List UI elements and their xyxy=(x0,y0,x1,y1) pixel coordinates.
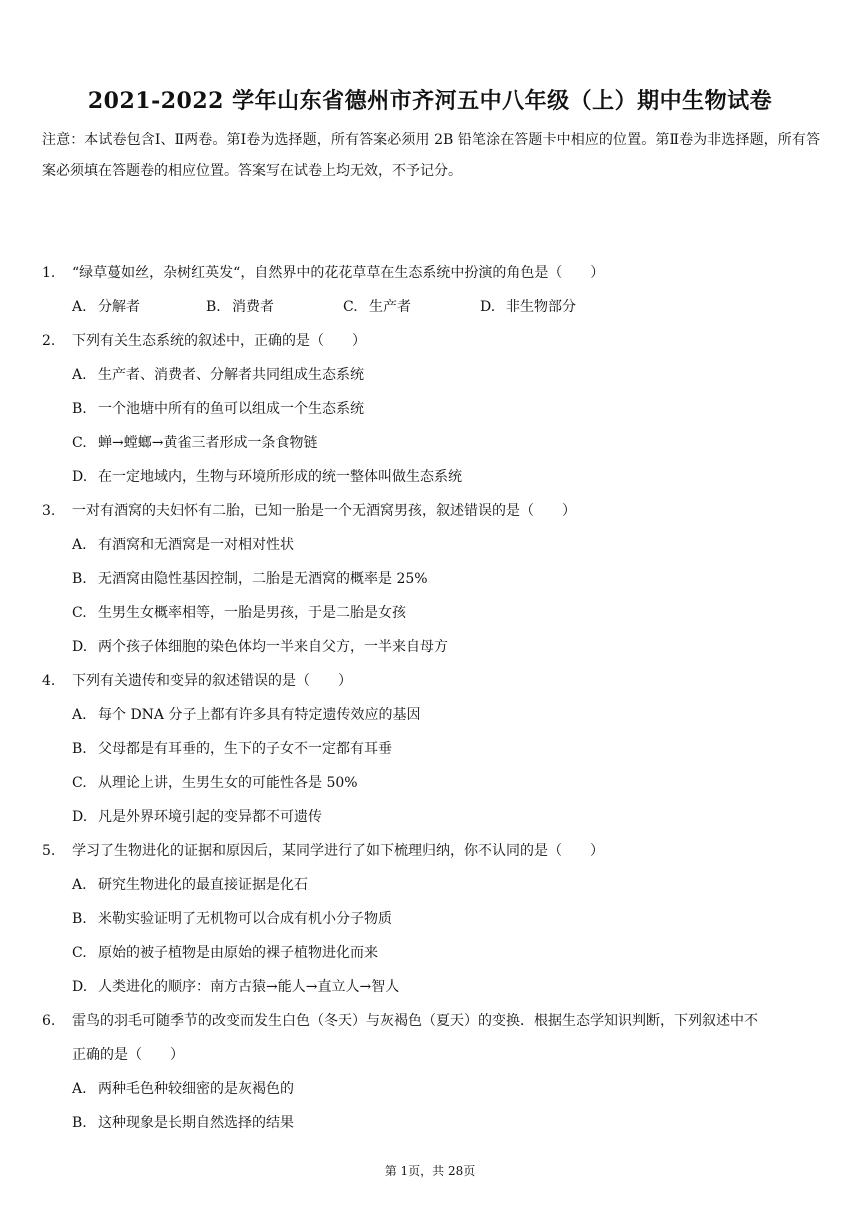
option-c xyxy=(343,290,411,324)
option-text: 蝉→螳螂→黄雀三者形成一条食物链 xyxy=(98,435,318,451)
option-a xyxy=(42,868,822,902)
option-letter: B. xyxy=(72,401,87,417)
option-text: 非生物部分 xyxy=(506,299,576,315)
option xyxy=(72,970,399,1004)
option-letter: A. xyxy=(72,707,87,723)
question-6-continued xyxy=(42,1038,822,1072)
option-text: 人类进化的顺序：南方古猿→能人→直立人→智人 xyxy=(98,979,400,995)
option-letter: C. xyxy=(72,775,87,791)
option-text: 从理论上讲，生男生女的可能性各是 50% xyxy=(98,775,358,791)
option-letter: A. xyxy=(72,367,87,383)
option-text: 无酒窝由隐性基因控制，二胎是无酒窝的概率是 25% xyxy=(98,571,428,587)
option xyxy=(72,766,358,800)
question-4 xyxy=(42,664,822,698)
option-d xyxy=(480,290,576,324)
option-letter: B. xyxy=(72,741,87,757)
option xyxy=(72,698,420,732)
option-b xyxy=(42,902,822,936)
option-letter: B. xyxy=(72,1115,87,1131)
option-text: 一个池塘中所有的鱼可以组成一个生态系统 xyxy=(98,401,364,417)
option-text: 每个 DNA 分子上都有许多具有特定遗传效应的基因 xyxy=(98,707,421,723)
option-text: 生产者、消费者、分解者共同组成生态系统 xyxy=(98,367,364,383)
option-letter: D. xyxy=(72,809,88,825)
option-letter: B. xyxy=(206,299,221,315)
option-text: 有酒窝和无酒窝是一对相对性状 xyxy=(98,537,294,553)
question-text-continued: 正确的是（ ） xyxy=(72,1047,184,1063)
option-c xyxy=(42,936,822,970)
option-letter: D. xyxy=(72,469,88,485)
option-letter: D. xyxy=(72,639,88,655)
option xyxy=(72,460,462,494)
option-a xyxy=(42,1072,822,1106)
option-letter: A. xyxy=(72,537,87,553)
option-text: 研究生物进化的最直接证据是化石 xyxy=(98,877,308,893)
option-letter: C. xyxy=(72,605,87,621)
option-a xyxy=(42,528,822,562)
option-letter: D. xyxy=(480,299,496,315)
option-c xyxy=(42,766,822,800)
option xyxy=(72,630,448,664)
question-5 xyxy=(42,834,822,868)
option xyxy=(72,868,308,902)
option xyxy=(72,1106,294,1140)
option-letter: B. xyxy=(72,911,87,927)
question-list xyxy=(42,256,822,1140)
question-text: 下列有关生态系统的叙述中，正确的是（ ） xyxy=(72,333,366,349)
option xyxy=(72,392,364,426)
question-number: 3. xyxy=(42,503,56,519)
option-a xyxy=(72,290,140,324)
question-number: 5. xyxy=(42,843,56,859)
option xyxy=(72,426,317,460)
option-b xyxy=(206,290,274,324)
option-text: 分解者 xyxy=(98,299,140,315)
option-b xyxy=(42,562,822,596)
option xyxy=(72,800,322,834)
question-2 xyxy=(42,324,822,358)
question-number: 4. xyxy=(42,673,56,689)
options-row xyxy=(42,290,822,324)
option xyxy=(72,936,378,970)
question-text: 雷鸟的羽毛可随季节的改变而发生白色（冬天）与灰褐色（夏天）的变换．根据生态学知识判断，下列叙述中不 xyxy=(72,1013,758,1029)
option-c xyxy=(42,426,822,460)
option-text: 原始的被子植物是由原始的裸子植物进化而来 xyxy=(98,945,378,961)
option-text: 两个孩子体细胞的染色体均一半来自父方，一半来自母方 xyxy=(98,639,448,655)
question-number: 6. xyxy=(42,1013,56,1029)
option-text: 生产者 xyxy=(369,299,411,315)
option-letter: C. xyxy=(343,299,358,315)
option-letter: B. xyxy=(72,571,87,587)
option-letter: A. xyxy=(72,877,87,893)
option-b xyxy=(42,732,822,766)
page-footer: 第 1页，共 28页 xyxy=(384,1164,476,1178)
option-text: 两种毛色种较细密的是灰褐色的 xyxy=(98,1081,294,1097)
question-text: 一对有酒窝的夫妇怀有二胎，已知一胎是一个无酒窝男孩，叙述错误的是（ ） xyxy=(72,503,576,519)
option-text: 生男生女概率相等，一胎是男孩，于是二胎是女孩 xyxy=(98,605,406,621)
option xyxy=(72,358,364,392)
option xyxy=(72,528,294,562)
option-c xyxy=(42,596,822,630)
option xyxy=(72,596,406,630)
option-a xyxy=(42,358,822,392)
option-text: 凡是外界环境引起的变异都不可遗传 xyxy=(98,809,322,825)
exam-notice: 注意：本试卷包含Ⅰ、Ⅱ两卷。第Ⅰ卷为选择题，所有答案必须用 2B 铅笔涂在答题卡中相应的位置。第Ⅱ卷为非选择题，所有答案必须填在答题卷的相应位置。答案写在试卷上均无效，不予记分。 xyxy=(42,132,820,179)
option-text: 这种现象是长期自然选择的结果 xyxy=(98,1115,294,1131)
option-b xyxy=(42,1106,822,1140)
option-text: 米勒实验证明了无机物可以合成有机小分子物质 xyxy=(98,911,392,927)
option-text: 父母都是有耳垂的，生下的子女不一定都有耳垂 xyxy=(98,741,392,757)
option-d xyxy=(42,970,822,1004)
option-text: 在一定地域内，生物与环境所形成的统一整体叫做生态系统 xyxy=(98,469,462,485)
option xyxy=(72,562,428,596)
question-number: 1. xyxy=(42,265,56,281)
question-1 xyxy=(42,256,822,290)
page-title: 2021-2022 学年山东省德州市齐河五中八年级（上）期中生物试卷 xyxy=(87,88,773,114)
question-6 xyxy=(42,1004,822,1038)
option-letter: C. xyxy=(72,435,87,451)
option-letter: A. xyxy=(72,1081,87,1097)
option-a xyxy=(42,698,822,732)
question-3 xyxy=(42,494,822,528)
option-d xyxy=(42,460,822,494)
option-letter: A. xyxy=(72,299,87,315)
option xyxy=(72,1072,294,1106)
option-d xyxy=(42,630,822,664)
question-text: 下列有关遗传和变异的叙述错误的是（ ） xyxy=(72,673,352,689)
option xyxy=(72,732,392,766)
option xyxy=(72,902,392,936)
option-letter: C. xyxy=(72,945,87,961)
option-d xyxy=(42,800,822,834)
question-text: 学习了生物进化的证据和原因后，某同学进行了如下梳理归纳，你不认同的是（ ） xyxy=(72,843,604,859)
option-letter: D. xyxy=(72,979,88,995)
option-b xyxy=(42,392,822,426)
question-text: “绿草蔓如丝，杂树红英发“，自然界中的花花草草在生态系统中扮演的角色是（ ） xyxy=(72,265,605,281)
question-number: 2. xyxy=(42,333,56,349)
option-text: 消费者 xyxy=(232,299,274,315)
